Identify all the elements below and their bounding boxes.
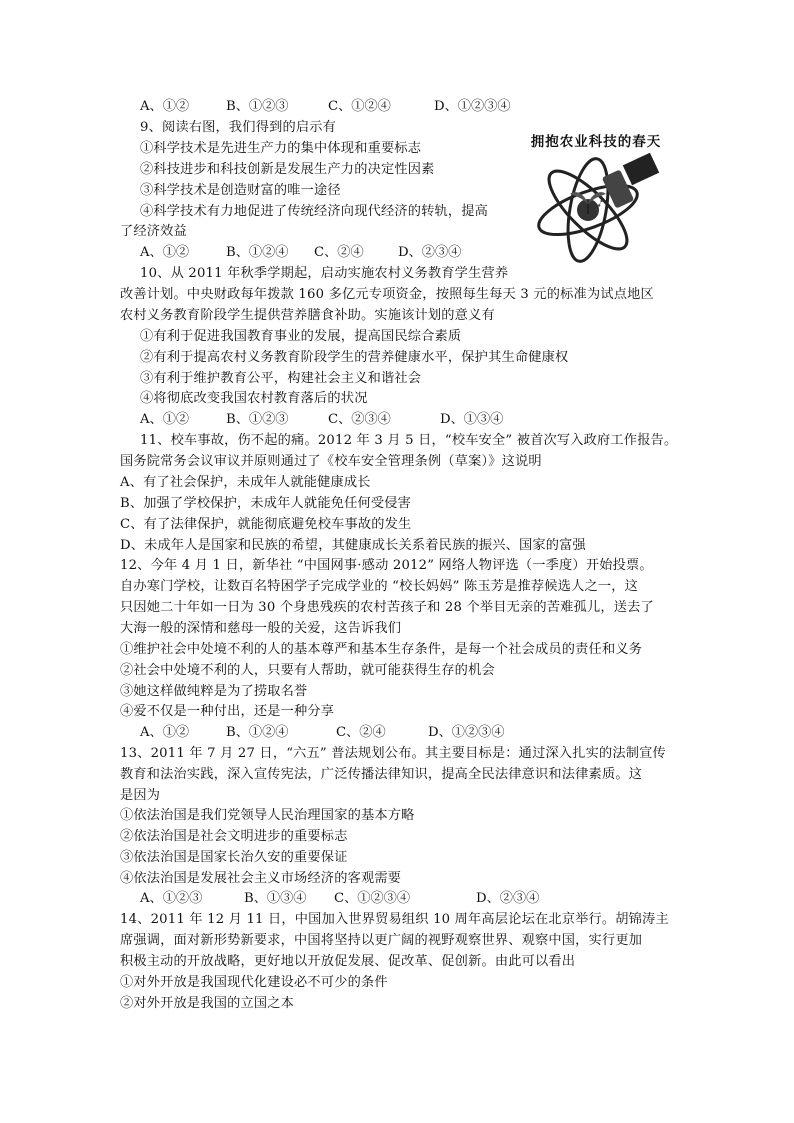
- q11-choice-d: D、未成年人是国家和民族的希望，其健康成长关系着民族的振兴、国家的富强: [120, 538, 586, 553]
- q12-line-2: 自办寒门学校，让数百名特困学子完成学业的 “校长妈妈” 陈玉芳是推荐候选人之一，这: [120, 579, 639, 594]
- q12-item-4: ④爱不仅是一种付出，还是一种分享: [120, 704, 335, 719]
- q9-stem: 9、阅读右图，我们得到的启示有: [140, 120, 337, 135]
- q10-line-2: 改善计划。中央财政每年拨款 160 多亿元专项资金，按照每生每天 3 元的标准为试点地区: [120, 287, 654, 302]
- q13-option-a: A、①②③: [140, 891, 203, 906]
- q13-item-1: ①依法治国是我们党领导人民治理国家的基本方略: [120, 808, 415, 823]
- q10-line-3: 农村义务教育阶段学生提供营养膳食补助。实施该计划的意义有: [120, 308, 495, 323]
- q9-option-c: C、②④: [314, 245, 364, 260]
- q13-options: [140, 889, 539, 909]
- q9-options: [140, 243, 461, 263]
- q12-option-c: C、②④: [336, 725, 386, 740]
- q12-options: [140, 723, 505, 743]
- q14-line-3: 积极主动的开放战略，更好地以开放促发展、促改革、促创新。由此可以看出: [120, 954, 576, 969]
- atom-with-seedling-icon: [530, 152, 664, 264]
- q9-option-b: B、①②④: [226, 245, 289, 260]
- q8-option-d: D、①②③④: [434, 99, 511, 114]
- q13-item-3: ③依法治国是国家长治久安的重要保证: [120, 850, 348, 865]
- q10-item-2: ②有利于提高农村义务教育阶段学生的营养健康水平，保护其生命健康权: [140, 350, 569, 365]
- q9-item-4: ④科学技术有力地促进了传统经济向现代经济的转轨，提高: [140, 204, 489, 219]
- q9-figure-title: 拥抱农业科技的春天: [530, 134, 662, 150]
- q9-option-a: A、①②: [140, 245, 190, 260]
- q8-options: [140, 97, 511, 117]
- q10-options: [140, 410, 503, 430]
- q10-line-1: 10、从 2011 年秋季学期起，启动实施农村义务教育学生营养: [140, 266, 509, 281]
- q10-option-c: C、②③④: [328, 412, 391, 427]
- q12-line-4: 大海一般的深情和慈母一般的关爱，这告诉我们: [120, 621, 402, 636]
- q12-item-3: ③她这样做纯粹是为了捞取名誉: [120, 684, 308, 699]
- q13-item-4: ④依法治国是发展社会主义市场经济的客观需要: [120, 871, 402, 886]
- q8-option-c: C、①②④: [328, 99, 391, 114]
- q13-option-b: B、①③④: [244, 891, 307, 906]
- q10-option-d: D、①③④: [440, 412, 504, 427]
- q13-item-2: ②依法治国是社会文明进步的重要标志: [120, 829, 348, 844]
- q10-item-1: ①有利于促进我国教育事业的发展，提高国民综合素质: [140, 329, 462, 344]
- q10-item-3: ③有利于维护教育公平，构建社会主义和谐社会: [140, 371, 422, 386]
- q8-option-b: B、①②③: [226, 99, 289, 114]
- q12-option-b: B、①②④: [226, 725, 289, 740]
- q11-choice-a: A、有了社会保护，未成年人就能健康成长: [120, 475, 371, 490]
- q13-option-c: C、①②③④: [334, 891, 411, 906]
- q9-option-d: D、②③④: [398, 245, 462, 260]
- q13-line-3: 是因为: [120, 788, 161, 803]
- q12-option-d: D、①②③④: [428, 725, 505, 740]
- q11-choice-b: B、加强了学校保护，未成年人就能免任何受侵害: [120, 496, 412, 511]
- q13-line-2: 教育和法治实践，深入宣传宪法，广泛传播法律知识，提高全民法律意识和法律素质。这: [120, 767, 643, 782]
- q13-option-d: D、②③④: [476, 891, 540, 906]
- q9-item-2: ②科技进步和科技创新是发展生产力的决定性因素: [140, 162, 435, 177]
- q12-option-a: A、①②: [140, 725, 190, 740]
- q12-item-1: ①维护社会中处境不利的人的基本尊严和基本生存条件，是每一个社会成员的责任和义务: [120, 642, 643, 657]
- q11-line-2: 国务院常务会议审议并原则通过了《校车安全管理条例（草案）》这说明: [120, 454, 542, 469]
- q12-line-3: 只因她二十年如一日为 30 个身患残疾的农村苦孩子和 28 个举目无亲的苦难孤儿，送去了: [120, 600, 654, 615]
- q8-option-a: A、①②: [140, 99, 190, 114]
- q11-line-1: 11、校车事故，伤不起的痛。2012 年 3 月 5 日，“校车安全” 被首次写入政府工作报告。: [140, 433, 678, 448]
- q14-item-1: ①对外开放是我国现代化建设必不可少的条件: [120, 975, 388, 990]
- q9-figure: [526, 126, 666, 268]
- q14-item-2: ②对外开放是我国的立国之本: [120, 996, 295, 1011]
- q10-option-a: A、①②: [140, 412, 190, 427]
- q11-choice-c: C、有了法律保护，就能彻底避免校车事故的发生: [120, 517, 412, 532]
- q10-item-4: ④将彻底改变我国农村教育落后的状况: [140, 391, 368, 406]
- q14-line-1: 14、2011 年 12 月 11 日，中国加入世界贸易组织 10 周年高层论坛在北京举行。胡锦涛主: [120, 912, 669, 927]
- q13-line-1: 13、2011 年 7 月 27 日，“六五” 普法规划公布。其主要目标是：通过深入扎实的法制宣传: [120, 746, 666, 761]
- q9-item-1: ①科学技术是先进生产力的集中体现和重要标志: [140, 141, 422, 156]
- q9-item-4-cont: 了经济效益: [120, 224, 187, 239]
- q14-line-2: 席强调，面对新形势新要求，中国将坚持以更广阔的视野观察世界、观察中国，实行更加: [120, 933, 643, 948]
- q9-item-3: ③科学技术是创造财富的唯一途径: [140, 183, 341, 198]
- q12-line-1: 12、今年 4 月 1 日，新华社 “中国网事·感动 2012” 网络人物评选（一季度）开始投票。: [120, 558, 653, 573]
- q12-item-2: ②社会中处境不利的人，只要有人帮助，就可能获得生存的机会: [120, 663, 495, 678]
- q10-option-b: B、①②③: [226, 412, 289, 427]
